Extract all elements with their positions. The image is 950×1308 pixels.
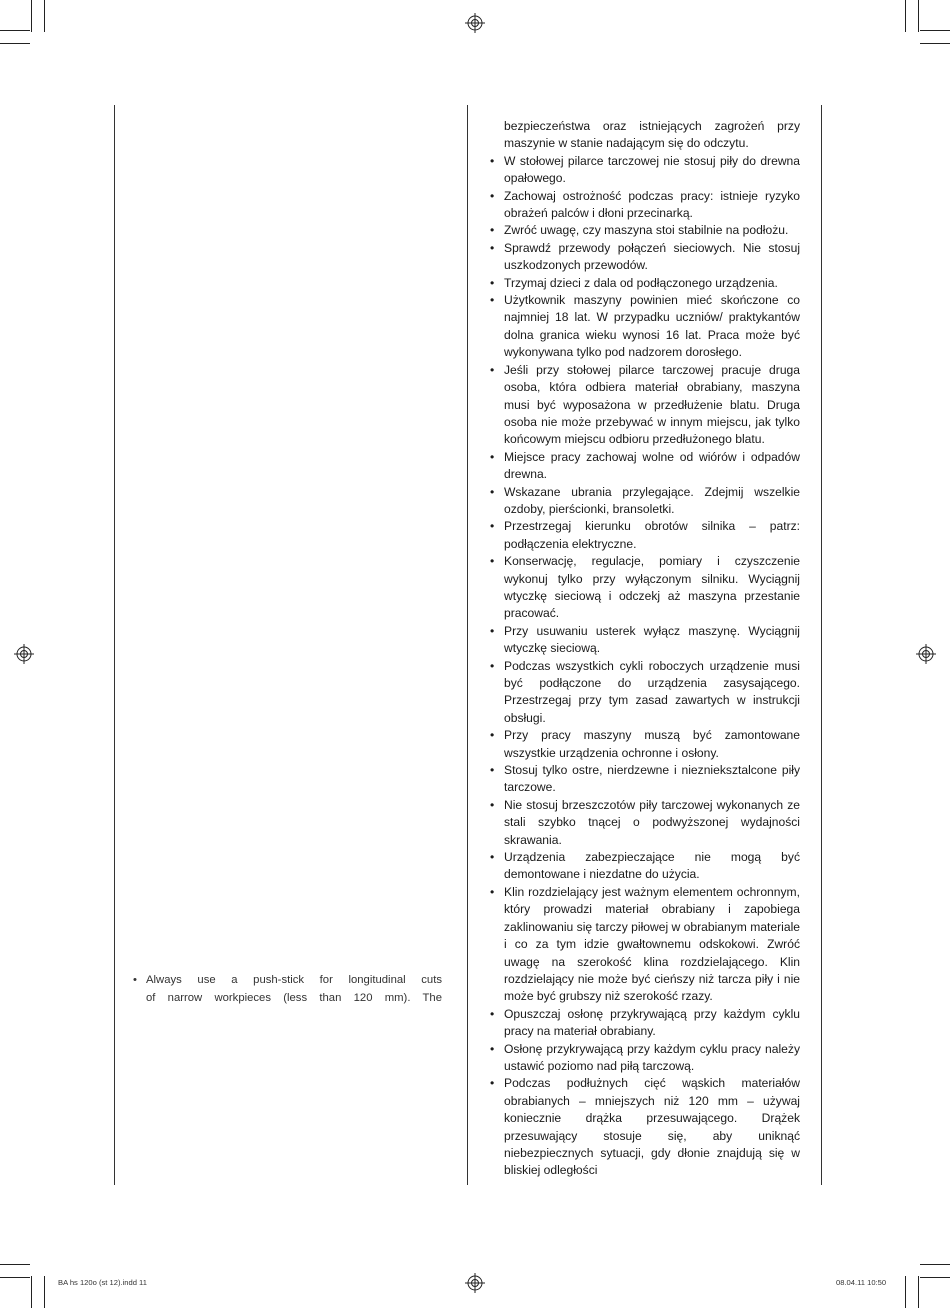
bullet-icon: • [133, 974, 137, 986]
footer-file: BA hs 120o (st 12).indd 11 [58, 1278, 147, 1287]
registration-mark-icon [465, 13, 485, 33]
crop-mark [918, 1276, 919, 1308]
polish-item-text: Jeśli przy stołowej pilarce tarczowej pracuje druga osoba, która odbiera materiał obrabiany, maszyna musi być wyposażona w przedłużenie blatu. Druga osoba nie może przebywać w innym miejscu, jak tylko końcowym miejscu odbioru przedłużonego blatu. [504, 362, 800, 447]
column-rule-right [821, 105, 822, 1185]
polish-item-text: Nie stosuj brzeszczotów piły tarczowej wykonanych ze stali szybko tnącej o podwyższonej wydajności skrawania. [504, 797, 800, 847]
column-rule-left [114, 105, 115, 1185]
polish-list-item [490, 797, 800, 849]
crop-mark [920, 1264, 950, 1265]
crop-mark [920, 30, 950, 31]
polish-item-text: Podczas podłużnych cięć wąskich materiałów obrabianych – mniejszych niż 120 mm – używaj koniecznie drążka przesuwającego. Drążek przesuwający stosuje się, aby uniknąć niebezpiecznych sytuacji, gdy dłonie znajdują się w bliskiej odległości [504, 1076, 800, 1178]
crop-mark [31, 0, 32, 32]
bullet-icon: • [490, 1006, 495, 1021]
registration-mark-icon [465, 1273, 485, 1293]
polish-continuation: bezpieczeństwa oraz istniejących zagrożeń przy maszynie w stanie nadającym się do odczytu. [504, 119, 800, 151]
polish-list-item [490, 1075, 800, 1179]
polish-item-text: Klin rozdzielający jest ważnym elementem ochronnym, który prowadzi materiał obrabiany i zapobiega zaklinowaniu się tarczy piłowej w obrabianym materiale i co za tym idzie gwałtownemu odskokowi. Zwróć uwagę na szerokość klina rozdzielającego. Klin rozdzielający nie może być cieńszy niż tarcza piły i nie może być grubszy niż szerokość rzazy. [504, 884, 800, 1004]
bullet-icon: • [490, 293, 495, 308]
polish-list [490, 153, 800, 1180]
crop-mark [31, 1276, 32, 1308]
bullet-icon: • [490, 484, 495, 499]
polish-item-text: Użytkownik maszyny powinien mieć skończone co najmniej 18 lat. W przypadku uczniów/ praktykantów dolna granica wieku wynosi 16 lat. Praca może być wykonywana tylko pod nadzorem dorosłego. [504, 293, 800, 360]
crop-mark [918, 0, 919, 32]
bullet-icon: • [490, 449, 495, 464]
crop-mark [0, 30, 30, 31]
polish-list-item [490, 553, 800, 623]
polish-list-item [490, 1006, 800, 1041]
crop-mark [905, 1276, 906, 1308]
polish-list-item [490, 762, 800, 797]
bullet-icon: • [490, 519, 495, 534]
polish-list-item [490, 884, 800, 1006]
bullet-icon: • [490, 1076, 495, 1091]
crop-mark [920, 1277, 950, 1278]
bullet-icon: • [490, 240, 495, 255]
polish-list-item [490, 623, 800, 658]
polish-list-item [490, 449, 800, 484]
polish-item-text: Stosuj tylko ostre, nierdzewne i nieznieksztalcone piły tarczowe. [504, 763, 800, 795]
polish-list-item [490, 292, 800, 362]
polish-list-item [490, 222, 800, 239]
polish-item-text: Wskazane ubrania przylegające. Zdejmij wszelkie ozdoby, pierścionki, bransoletki. [504, 484, 800, 516]
column-rule-middle [467, 105, 468, 1185]
polish-list-item [490, 484, 800, 519]
bullet-icon: • [490, 223, 495, 238]
polish-list-item [490, 275, 800, 292]
crop-mark [44, 0, 45, 32]
polish-item-text: Podczas wszystkich cykli roboczych urządzenie musi być podłączone do urządzenia zasysającego. Przestrzegaj przy tym zasad zawartych w instrukcji obsługi. [504, 658, 800, 725]
polish-item-text: Przestrzegaj kierunku obrotów silnika – patrz: podłączenia elektryczne. [504, 519, 800, 551]
polish-list-item [490, 727, 800, 762]
crop-mark [0, 1264, 30, 1265]
polish-list-item [490, 849, 800, 884]
english-item-text: Always use a push-stick for longitudinal cuts of narrow workpieces (less than 120 mm). The [146, 974, 442, 1004]
bullet-icon: • [490, 188, 495, 203]
bullet-icon: • [490, 850, 495, 865]
bullet-icon: • [490, 728, 495, 743]
bullet-icon: • [490, 623, 495, 638]
polish-item-text: Przy usuwaniu usterek wyłącz maszynę. Wyciągnij wtyczkę sieciową. [504, 623, 800, 656]
bullet-icon: • [490, 362, 495, 377]
bullet-icon: • [490, 275, 495, 290]
polish-item-text: Sprawdź przewody połączeń sieciowych. Nie stosuj uszkodzonych przewodów. [504, 240, 800, 273]
bullet-icon: • [490, 763, 495, 778]
bullet-icon: • [490, 658, 495, 673]
polish-list-item [490, 362, 800, 449]
polish-list-item [490, 658, 800, 728]
polish-item-text: Miejsce pracy zachowaj wolne od wiórów i odpadów drewna. [504, 449, 800, 482]
bullet-icon: • [490, 1041, 495, 1056]
polish-item-text: W stołowej pilarce tarczowej nie stosuj piły do drewna opałowego. [504, 153, 800, 186]
polish-item-text: Urządzenia zabezpieczające nie mogą być demontowane i niezdatne do użycia. [504, 850, 800, 882]
polish-column [490, 118, 800, 1180]
registration-mark-icon [14, 644, 34, 664]
crop-mark [0, 43, 30, 44]
crop-mark [905, 0, 906, 32]
polish-item-text: Osłonę przykrywającą przy każdym cyklu pracy należy ustawić poziomo nad piłą tarczową. [504, 1041, 800, 1073]
bullet-icon: • [490, 554, 495, 569]
polish-list-item [490, 1041, 800, 1076]
english-list-item [133, 971, 442, 1007]
bullet-icon: • [490, 153, 495, 168]
crop-mark [920, 43, 950, 44]
polish-list-item [490, 153, 800, 188]
polish-item-text: Zwróć uwagę, czy maszyna stoi stabilnie na podłożu. [504, 223, 789, 238]
polish-list-item [490, 188, 800, 223]
polish-item-text: Opuszczaj osłonę przykrywającą przy każdym cyklu pracy na materiał obrabiany. [504, 1006, 800, 1039]
crop-mark [0, 1277, 30, 1278]
bullet-icon: • [490, 884, 495, 899]
registration-mark-icon [916, 644, 936, 664]
polish-list-item [490, 240, 800, 275]
footer-datetime: 08.04.11 10:50 [836, 1278, 887, 1287]
polish-list-item [490, 518, 800, 553]
crop-mark [44, 1276, 45, 1308]
polish-item-text: Zachowaj ostrożność podczas pracy: istnieje ryzyko obrażeń palców i dłoni przecinarką. [504, 188, 800, 221]
bullet-icon: • [490, 797, 495, 812]
polish-item-text: Konserwację, regulacje, pomiary i czyszczenie wykonuj tylko przy wyłączonym silniku. Wyciągnij wtyczkę sieciową i odczekj aż maszyna przestanie pracować. [504, 554, 800, 621]
polish-item-text: Przy pracy maszyny muszą być zamontowane wszystkie urządzenia ochronne i osłony. [504, 728, 800, 760]
polish-item-text: Trzymaj dzieci z dala od podłączonego urządzenia. [504, 275, 778, 290]
